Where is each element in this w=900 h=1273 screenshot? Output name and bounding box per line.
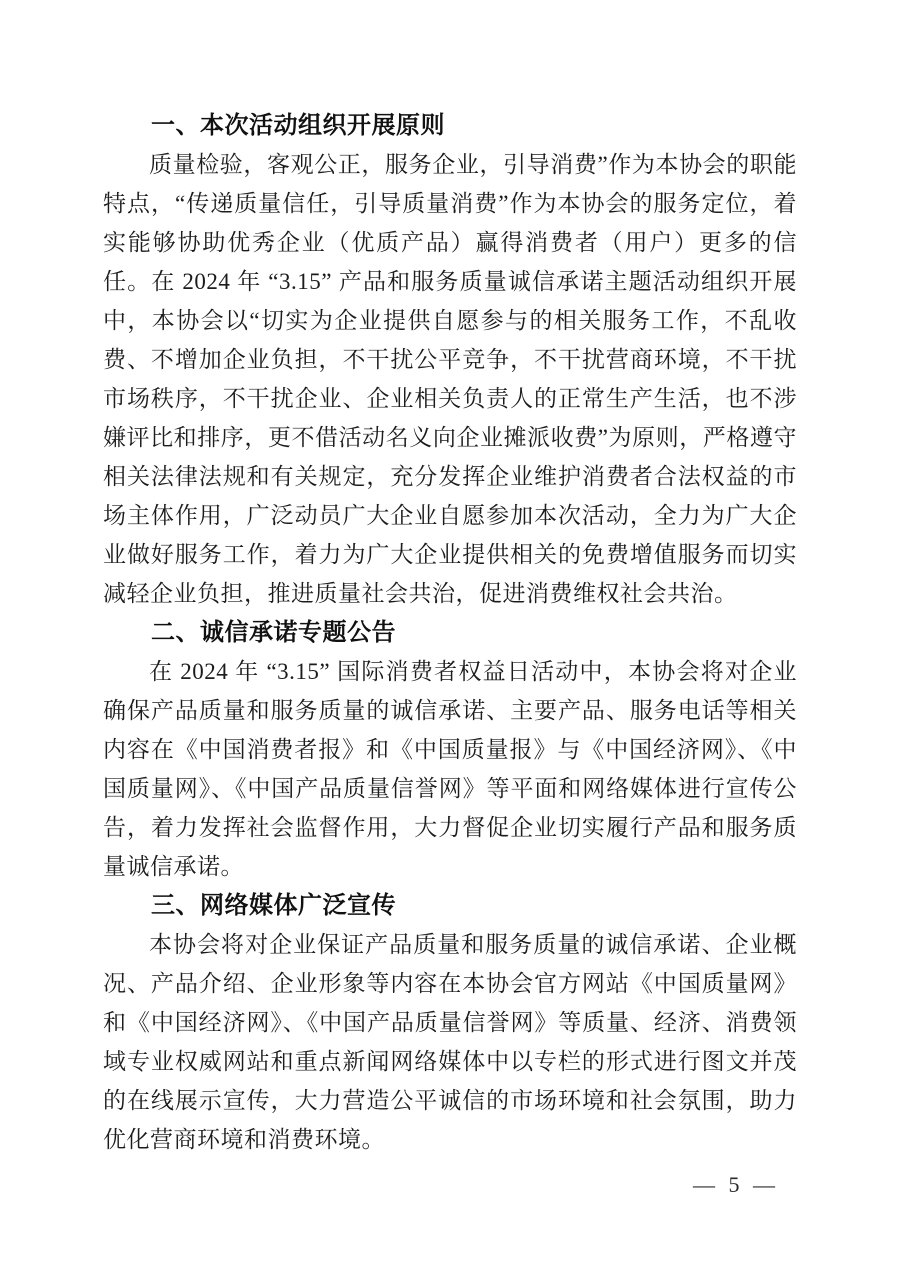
- body-paragraph: 本协会将对企业保证产品质量和服务质量的诚信承诺、企业概况、产品介绍、企业形象等内容在本协会官方网站《中国质量网》和《中国经济网》、《中国产品质量信誉网》等质量、经济、消费领域专业权威网站和重点新闻网络媒体中以专栏的形式进行图文并茂的在线展示宣传，大力营造公平诚信的市场环境和社会氛围，助力优化营商环境和消费环境。: [103, 932, 797, 1152]
- section-heading: 二、诚信承诺专题公告: [151, 619, 396, 646]
- body-paragraph: 质量检验，客观公正，服务企业，引导消费”作为本协会的职能特点，“传递质量信任，引导质量消费”作为本协会的服务定位，着实能够协助优秀企业（优质产品）赢得消费者（用户）更多的信任。在 2024 年 “3.15” 产品和服务质量诚信承诺主题活动组织开展中，本协会以“切实为企业提供自愿参与的相关服务工作，不乱收费、不增加企业负担，不干扰公平竞争，不干扰营商环境，不干扰市场秩序，不干扰企业、企业相关负责人的正常生产生活，也不涉嫌评比和排序，更不借活动名义向企业摊派收费”为原则，严格遵守相关法律法规和有关规定，充分发挥企业维护消费者合法权益的市场主体作用，广泛动员广大企业自愿参加本次活动，全力为广大企业做好服务工作，着力为广大企业提供相关的免费增值服务而切实减轻企业负担，推进质量社会共治，促进消费维权社会共治。: [103, 152, 797, 606]
- section-heading: 一、本次活动组织开展原则: [151, 112, 445, 139]
- section-heading: 三、网络媒体广泛宣传: [151, 892, 396, 919]
- body-paragraph: 在 2024 年 “3.15” 国际消费者权益日活动中，本协会将对企业确保产品质量和服务质量的诚信承诺、主要产品、服务电话等相关内容在《中国消费者报》和《中国质量报》与《中国经济网》、《中国质量网》、《中国产品质量信誉网》等平面和网络媒体进行宣传公告，着力发挥社会监督作用，大力督促企业切实履行产品和服务质量诚信承诺。: [103, 659, 797, 879]
- document-body: [103, 106, 797, 1159]
- page-number: — 5 —: [693, 1172, 779, 1197]
